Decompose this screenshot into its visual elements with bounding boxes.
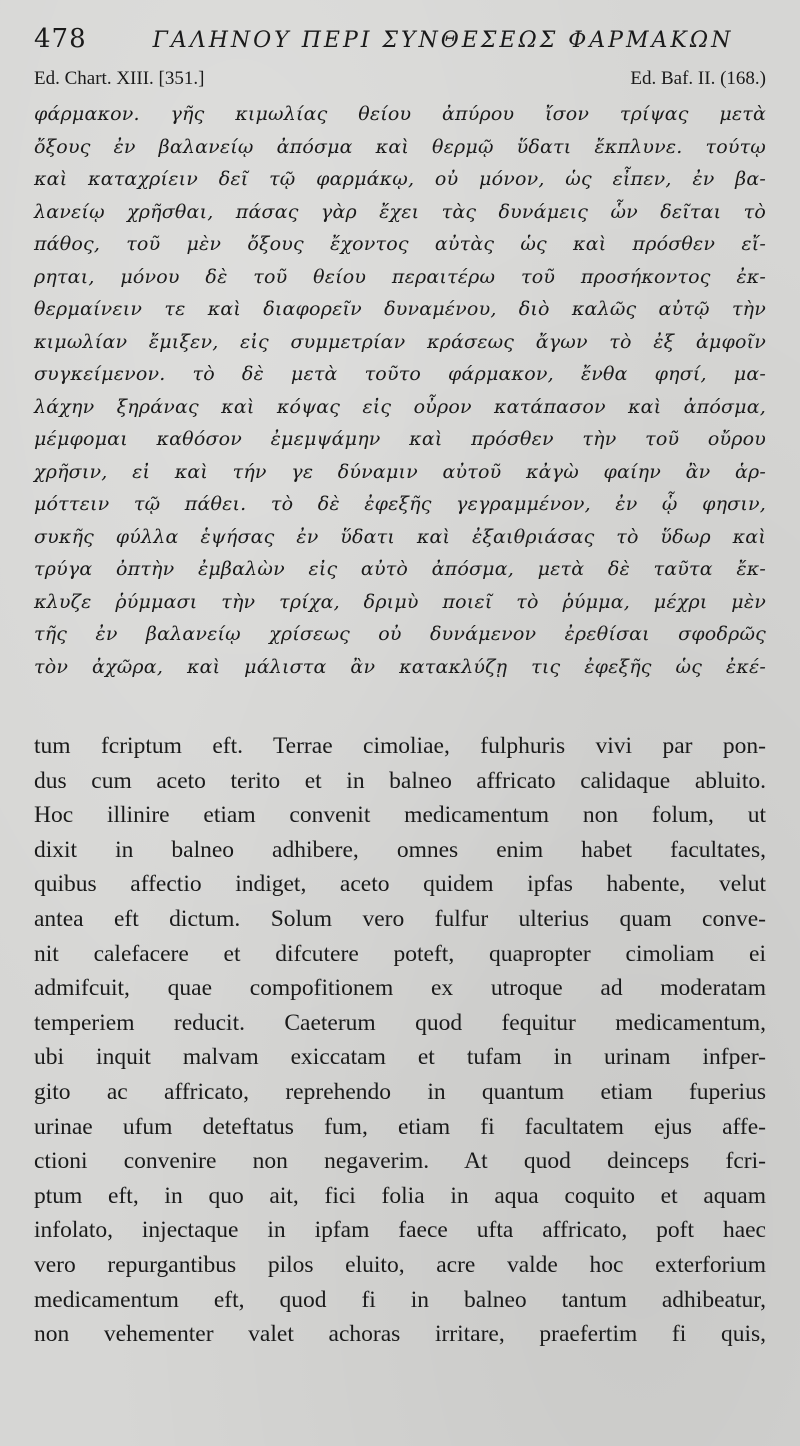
greek-text-line: τρύγα ὀπτὴν ἐμβαλὼν εἰς αὐτὸ ἀπόσμα, μετὰ δὲ ταῦτα ἔκ- [34,558,766,580]
running-head [34,24,766,68]
greek-text-line: τὸν ἀχῶρα, καὶ μάλιστα ἂν κατακλύζῃ τις ἐφεξῆς ὡς ἐκέ- [34,655,766,678]
latin-text-line: ptum eft, in quo ait, fici folia in aqua coquito et aquam [34,1182,766,1209]
greek-text-line: κλυζε ῥύμμασι τὴν τρίχα, δριμὺ ποιεῖ τὸ ῥύμμα, μέχρι μὲν [34,590,766,613]
latin-text-line: ctioni convenire non negaverim. At quod deinceps fcri- [34,1148,766,1175]
greek-text-line: λανείῳ χρῆσθαι, πάσας γὰρ ἔχει τὰς δυνάμεις ὧν δεῖται τὸ [34,200,766,223]
latin-text-line: antea eft dictum. Solum vero fulfur ulterius quam conve- [34,905,766,932]
greek-text-line: κιμωλίαν ἔμιξεν, εἰς συμμετρίαν κράσεως ἄγων τὸ ἐξ ἀμφοῖν [34,330,766,353]
greek-text-line: μόττειν τῷ πάθει. τὸ δὲ ἐφεξῆς γεγραμμένον, ἐν ᾧ φησιν, [34,493,766,515]
greek-text-line: καὶ καταχρίειν δεῖ τῷ φαρμάκῳ, οὐ μόνον, ὡς εἶπεν, ἐν βα- [34,168,766,190]
greek-text-line: τῆς ἐν βαλανείῳ χρίσεως οὐ δυνάμενον ἐρεθίσαι σφοδρῶς [34,623,766,645]
running-title: ΓΑΛΗΝΟΥ ΠΕΡΙ ΣΥΝΘΕΣΕΩΣ ΦΑΡΜΑΚΩΝ [152,28,734,53]
greek-text-line: θερμαίνειν τε καὶ διαφορεῖν δυναμένου, διὸ καλῶς αὐτῷ τὴν [34,298,766,320]
latin-text-block [34,729,766,1352]
edition-reference-basel: Ed. Baf. II. (168.) [630,68,766,89]
latin-text-line: temperiem reducit. Caeterum quod fequitur medicamentum, [34,1009,766,1036]
latin-text-line: quibus affectio indiget, aceto quidem ipfas habente, velut [34,871,766,898]
greek-text-line: συκῆς φύλλα ἑψήσας ἐν ὕδατι καὶ ἐξαιθριάσας τὸ ὕδωρ καὶ [34,525,766,548]
latin-text-line: admifcuit, quae compofitionem ex utroque ad moderatam [34,975,766,1002]
greek-text-block [34,98,766,683]
section-gap [34,683,766,729]
greek-text-line: πάθος, τοῦ μὲν ὄξους ἔχοντος αὐτὰς ὡς καὶ πρόσθεν εἴ- [34,233,766,255]
greek-text-line: χρῆσιν, εἰ καὶ τήν γε δύναμιν αὐτοῦ κἀγὼ φαίην ἂν ἁρ- [34,460,766,483]
latin-text-line: gito ac affricato, reprehendo in quantum etiam fuperius [34,1078,766,1105]
latin-text-line: dixit in balneo adhibere, omnes enim habet facultates, [34,836,766,863]
latin-text-line: Hoc illinire etiam convenit medicamentum non folum, ut [34,802,766,829]
edition-references [34,68,766,98]
latin-text-line: dus cum aceto terito et in balneo affricato calidaque abluito. [34,767,766,794]
greek-text-line: ρηται, μόνου δὲ τοῦ θείου περαιτέρω τοῦ προσήκοντος ἐκ- [34,265,766,288]
greek-text-line: φάρμακον. γῆς κιμωλίας θείου ἀπύρου ἴσον τρίψας μετὰ [34,103,766,125]
greek-text-line: λάχην ξηράνας καὶ κόψας εἰς οὖρον κατάπασον καὶ ἀπόσμα, [34,395,766,418]
latin-text-line: infolato, injectaque in ipfam faece ufta affricato, poft haec [34,1217,766,1244]
edition-reference-chartier: Ed. Chart. XIII. [351.] [34,68,205,89]
latin-text-line: urinae ufum deteftatus fum, etiam fi facultatem ejus affe- [34,1113,766,1140]
greek-text-line: ὄξους ἐν βαλανείῳ ἀπόσμα καὶ θερμῷ ὕδατι ἔκπλυνε. τούτῳ [34,135,766,158]
latin-text-line: ubi inquit malvam exiccatam et tufam in urinam infper- [34,1044,766,1071]
latin-text-line: tum fcriptum eft. Terrae cimoliae, fulphuris vivi par pon- [34,733,766,759]
greek-text-line: μέμφομαι καθόσον ἐμεμψάμην καὶ πρόσθεν τὴν τοῦ οὔρου [34,428,766,450]
latin-text-line: non vehementer valet achoras irritare, praefertim fi quis, [34,1321,766,1348]
latin-text-line: medicamentum eft, quod fi in balneo tantum adhibeatur, [34,1286,766,1313]
greek-text-line: συγκείμενον. τὸ δὲ μετὰ τοῦτο φάρμακον, ἔνθα φησί, μα- [34,363,766,385]
page-number: 478 [34,24,87,54]
latin-text-line: vero repurgantibus pilos eluito, acre valde hoc exterforium [34,1251,766,1278]
latin-text-line: nit calefacere et difcutere poteft, quapropter cimoliam ei [34,940,766,967]
